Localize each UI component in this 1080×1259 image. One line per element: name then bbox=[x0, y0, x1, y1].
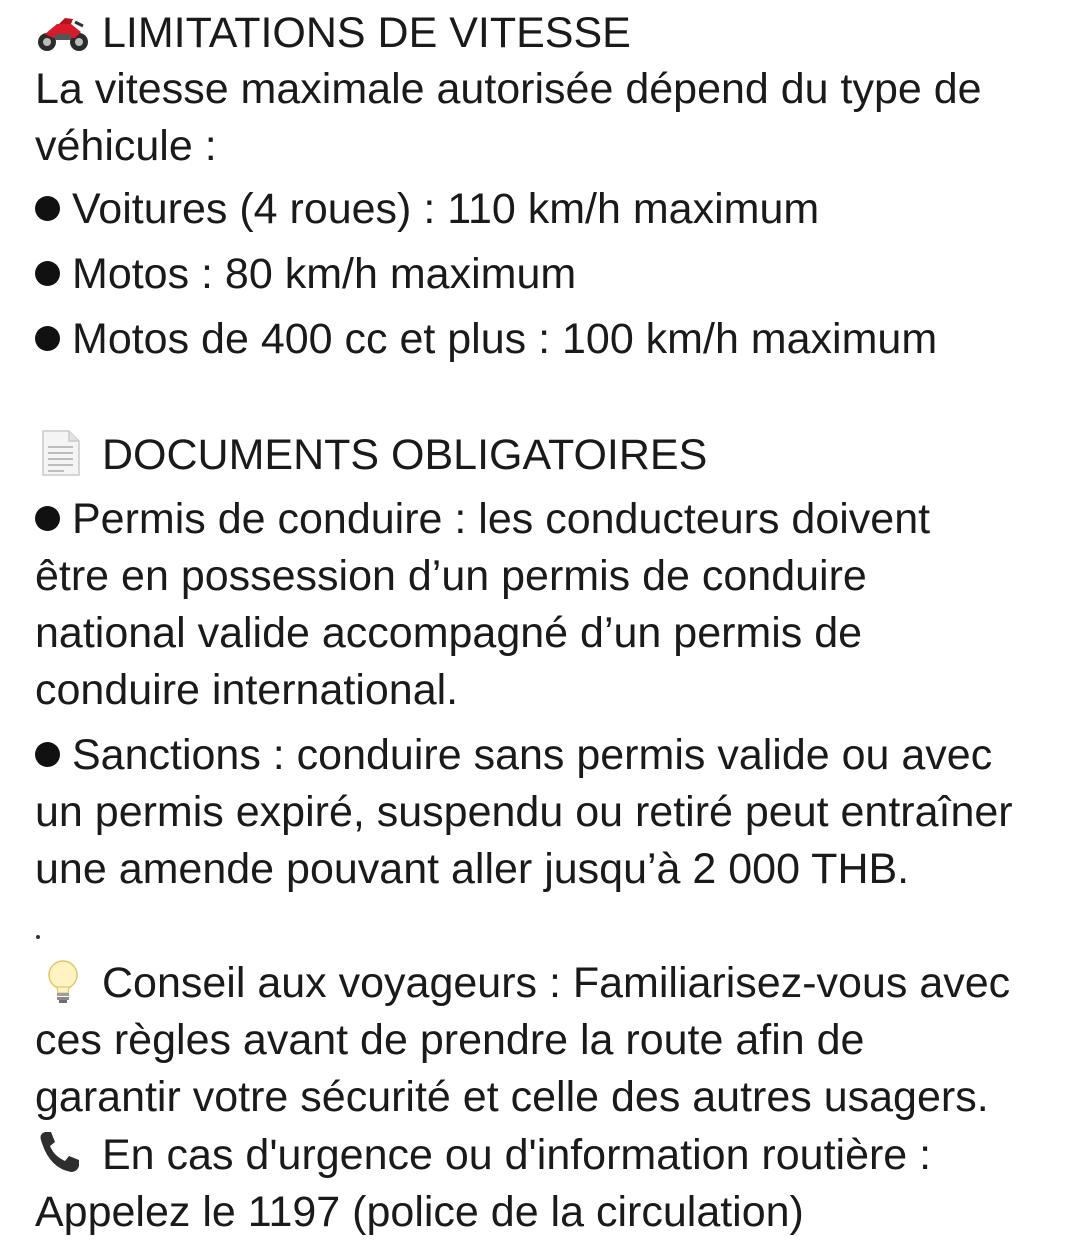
permit-line-3: national valide accompagné d’un permis de bbox=[35, 609, 863, 657]
bullet-icon bbox=[35, 196, 60, 221]
speed-bullet-motos-400 bbox=[35, 314, 1060, 364]
bullet-text: Motos de 400 cc et plus : 100 km/h maximum bbox=[72, 315, 938, 363]
advice-line-1: Conseil aux voyageurs : Familiarisez-vous avec bbox=[102, 959, 1011, 1007]
documents-section-title: DOCUMENTS OBLIGATOIRES bbox=[102, 431, 708, 479]
advice-line-2: ces règles avant de prendre la route afin de bbox=[35, 1016, 865, 1064]
permit-line-1 bbox=[35, 494, 1060, 544]
sanctions-line-1 bbox=[35, 730, 1060, 780]
emergency-line-1: En cas d'urgence ou d'information routière : bbox=[102, 1131, 932, 1179]
bullet-text: Voitures (4 roues) : 110 km/h maximum bbox=[72, 185, 820, 233]
bullet-text: Motos : 80 km/h maximum bbox=[72, 250, 577, 298]
bullet-icon bbox=[35, 261, 60, 286]
sanctions-line-2: un permis expiré, suspendu ou retiré peut entraîner bbox=[35, 788, 1013, 836]
motorcycle-icon bbox=[35, 10, 91, 56]
speed-intro-line-1: La vitesse maximale autorisée dépend du type de bbox=[35, 65, 982, 113]
permit-line-4: conduire international. bbox=[35, 666, 459, 714]
bullet-icon bbox=[35, 506, 60, 531]
telephone-icon bbox=[35, 1130, 91, 1176]
speed-bullet-cars bbox=[35, 184, 1060, 234]
bullet-icon bbox=[35, 742, 60, 767]
emergency-line-2: Appelez le 1197 (police de la circulation) bbox=[35, 1188, 804, 1236]
speed-intro-line-2: véhicule : bbox=[35, 122, 217, 170]
separator-dot bbox=[36, 935, 40, 939]
bullet-text: Sanctions : conduire sans permis valide ou avec bbox=[72, 731, 993, 779]
sanctions-line-3: une amende pouvant aller jusqu’à 2 000 THB. bbox=[35, 845, 910, 893]
bullet-text: Permis de conduire : les conducteurs doivent bbox=[72, 495, 931, 543]
lightbulb-icon bbox=[35, 958, 91, 1004]
permit-line-2: être en possession d’un permis de conduire bbox=[35, 552, 867, 600]
document-icon bbox=[35, 430, 91, 476]
bullet-icon bbox=[35, 326, 60, 351]
speed-bullet-motos bbox=[35, 249, 1060, 299]
speed-section-title: LIMITATIONS DE VITESSE bbox=[102, 9, 631, 57]
advice-line-3: garantir votre sécurité et celle des autres usagers. bbox=[35, 1073, 989, 1121]
